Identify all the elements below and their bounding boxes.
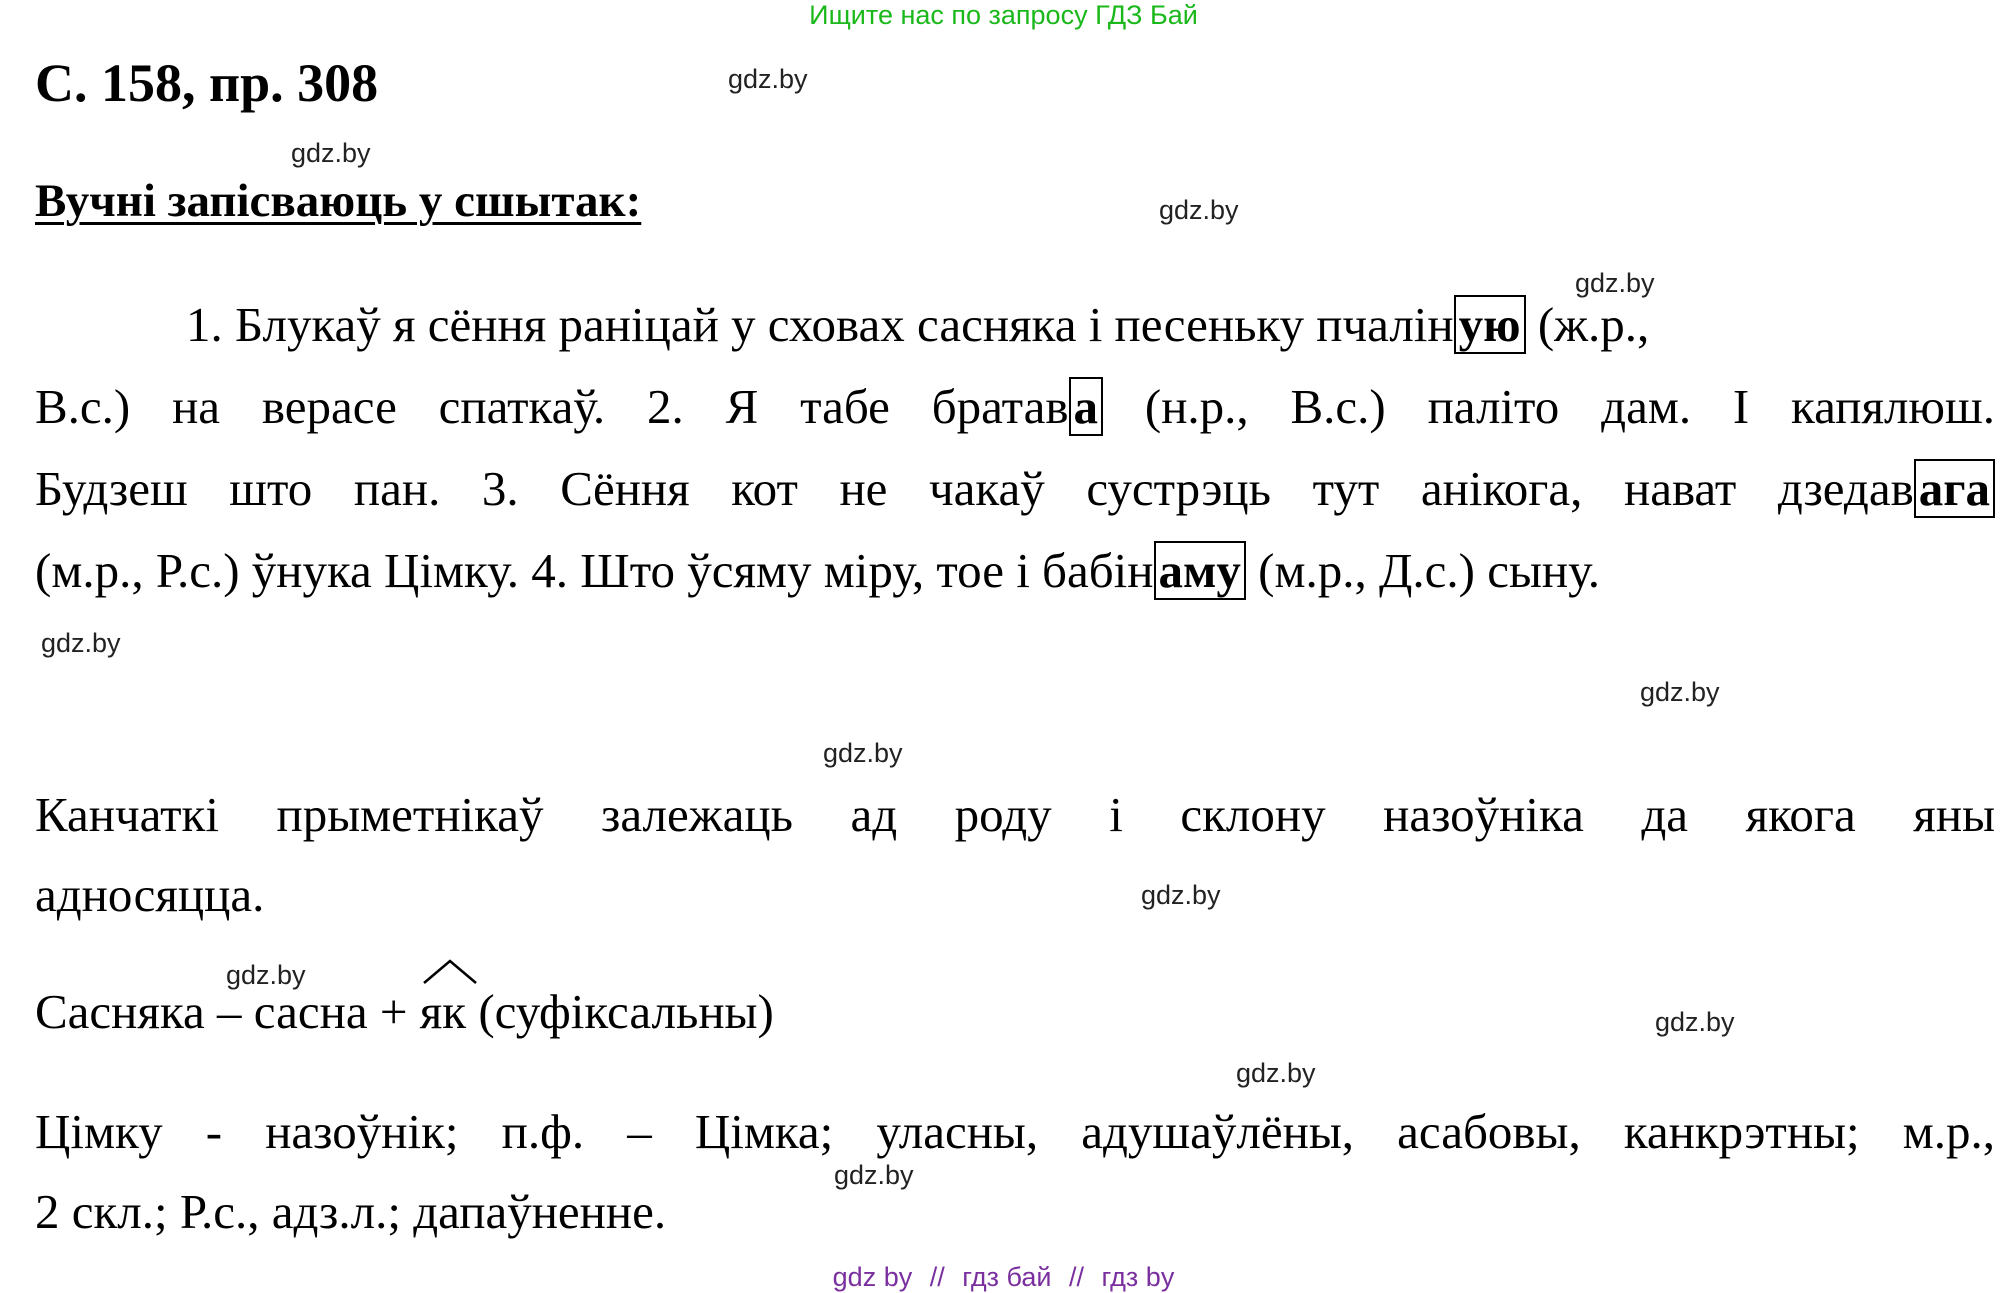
ending-box: аму [1154, 541, 1246, 600]
footer-link-gdz-bai[interactable]: гдз бай [962, 1262, 1052, 1292]
sentence-text: 1. Блукаў я сёння раніцай у сховах сасняка і песеньку пчалін [186, 297, 1454, 352]
footer-separator: // [1069, 1262, 1085, 1292]
footer-links [0, 1262, 2007, 1293]
sentence-text: (м.р., Р.с.) ўнука Цімку. 4. Што ўсяму міру, тое і бабін [35, 543, 1154, 598]
sentence-line-4 [35, 542, 1600, 599]
ending-box: ага [1914, 459, 1995, 518]
section-heading: Вучні запісваюць у сшытак: [35, 175, 642, 227]
sentence-text: Будзеш што пан. 3. Сёння кот не чакаў сустрэць тут анікога, нават дзедав [35, 461, 1914, 516]
footer-separator: // [929, 1262, 945, 1292]
analysis-line-1: Цімку - назоўнік; п.ф. – Цімка; уласны, адушаўлёны, асабовы, канкрэтны; м.р., [35, 1104, 1995, 1159]
analysis-line-2: 2 скл.; Р.с., адз.л.; дапаўненне. [35, 1184, 667, 1239]
watermark: gdz.by [291, 138, 371, 168]
watermark: gdz.by [226, 960, 306, 990]
watermark: gdz.by [728, 64, 808, 94]
sentence-text: (ж.р., [1537, 297, 1650, 352]
watermark: gdz.by [834, 1160, 914, 1190]
morph-note: (суфіксальны) [478, 984, 774, 1039]
suffix-mark [420, 983, 466, 1040]
top-banner[interactable]: Ищите нас по запросу ГДЗ Бай [809, 0, 1198, 30]
sentence-text: В.с.) на верасе спаткаў. 2. Я табе братав [35, 379, 1069, 434]
rule-line-2: адносяцца. [35, 867, 265, 922]
watermark: gdz.by [41, 628, 121, 658]
sentence-text: (н.р., В.с.) паліто дам. І капялюш. [1144, 379, 1996, 434]
watermark: gdz.by [1159, 195, 1239, 225]
sentence-line-3 [35, 460, 1995, 517]
sentence-line-1 [186, 296, 1649, 353]
sentence-line-2 [35, 378, 1995, 435]
footer-link-gdz-by[interactable]: gdz by [832, 1262, 913, 1292]
morph-word: Сасняка [35, 984, 205, 1039]
suffix-arc-icon [420, 957, 480, 987]
watermark: gdz.by [1655, 1007, 1735, 1037]
morph-dash: – [217, 984, 242, 1039]
morpheme-analysis [35, 983, 774, 1040]
watermark: gdz.by [1575, 268, 1655, 298]
footer-link-gdz-by-cyr[interactable]: гдз by [1101, 1262, 1175, 1292]
page-title: С. 158, пр. 308 [35, 53, 379, 113]
morph-suffix: як [419, 984, 467, 1039]
watermark: gdz.by [1640, 677, 1720, 707]
ending-box: а [1069, 377, 1104, 436]
ending-box: ую [1454, 295, 1526, 354]
morph-plus: + [379, 984, 408, 1039]
watermark: gdz.by [823, 738, 903, 768]
sentence-text: (м.р., Д.с.) сыну. [1258, 543, 1600, 598]
morph-root: сасна [253, 984, 368, 1039]
rule-line-1: Канчаткі прыметнікаў залежаць ад роду і склону назоўніка да якога яны [35, 787, 1995, 842]
watermark: gdz.by [1236, 1058, 1316, 1088]
watermark: gdz.by [1141, 880, 1221, 910]
